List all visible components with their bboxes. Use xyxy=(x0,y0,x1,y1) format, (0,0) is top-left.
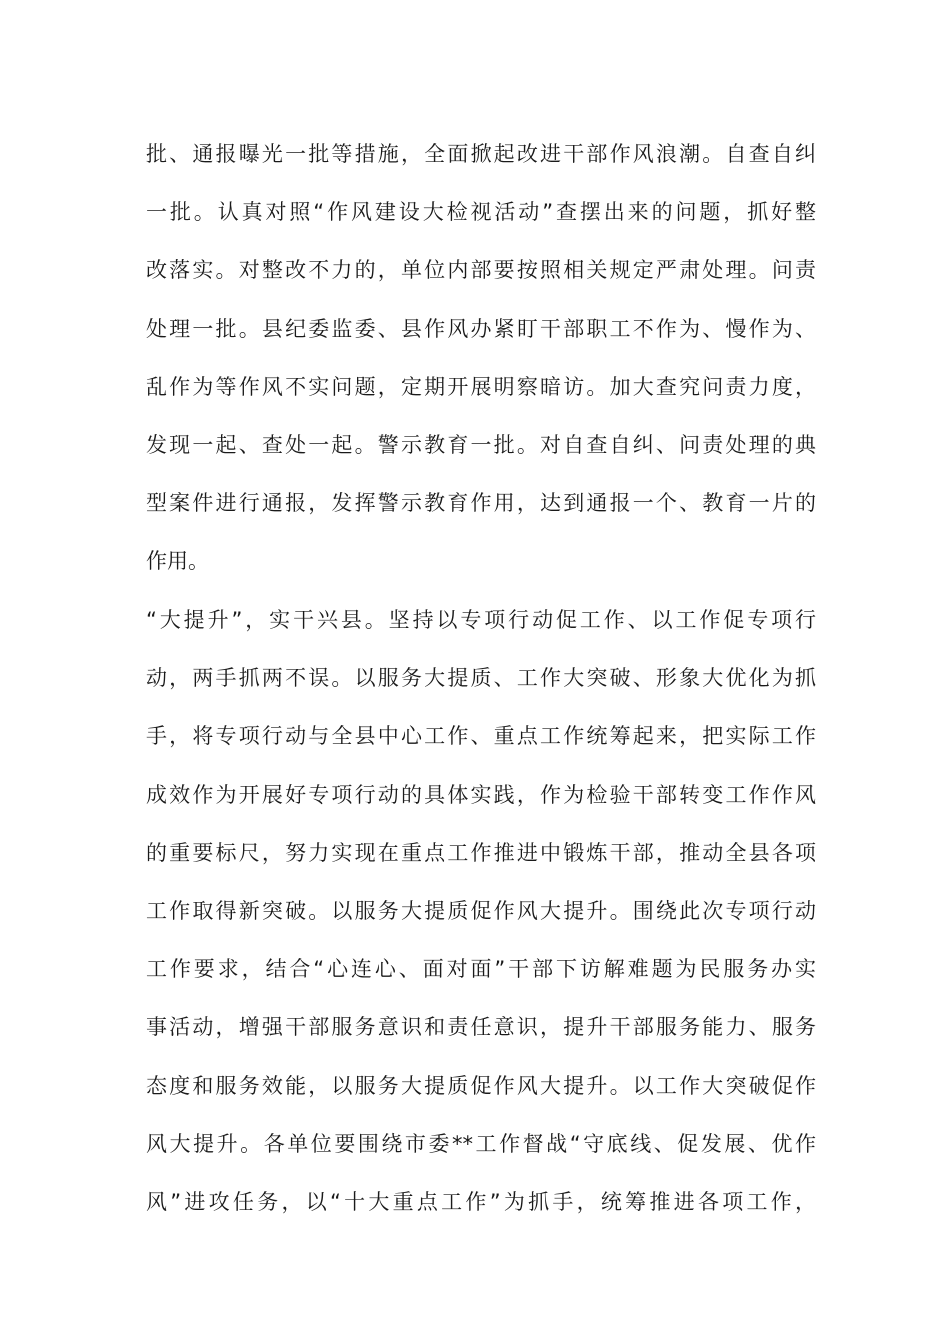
text-line: “大提升”，实干兴县。坚持以专项行动促工作、以工作促专项行 xyxy=(146,608,816,632)
text-line: 风”进攻任务，以“十大重点工作”为抓手，统筹推进各项工作， xyxy=(146,1189,816,1214)
text-line: 事活动，增强干部服务意识和责任意识，提升干部服务能力、服务 xyxy=(146,1015,816,1040)
text-line: 手，将专项行动与全县中心工作、重点工作统筹起来，把实际工作 xyxy=(146,724,816,749)
text-line: 一批。认真对照“作风建设大检视活动”查摆出来的问题，抓好整 xyxy=(146,200,816,225)
text-line: 改落实。对整改不力的，单位内部要按照相关规定严肃处理。问责 xyxy=(146,258,816,283)
body-paragraph xyxy=(146,600,816,1240)
text-line: 工作要求，结合“心连心、面对面”干部下访解难题为民服务办实 xyxy=(146,957,816,982)
text-line: 乱作为等作风不实问题，定期开展明察暗访。加大查究问责力度， xyxy=(146,374,816,399)
text-line: 工作取得新突破。以服务大提质促作风大提升。围绕此次专项行动 xyxy=(146,898,816,923)
text-line: 处理一批。县纪委监委、县作风办紧盯干部职工不作为、慢作为、 xyxy=(146,316,816,341)
text-line: 型案件进行通报，发挥警示教育作用，达到通报一个、教育一片的 xyxy=(146,491,816,516)
text-line: 批、通报曝光一批等措施，全面掀起改进干部作风浪潮。自查自纠 xyxy=(146,142,816,166)
text-line: 动，两手抓两不误。以服务大提质、工作大突破、形象大优化为抓 xyxy=(146,666,816,691)
body-paragraph xyxy=(146,134,816,600)
text-line: 发现一起、查处一起。警示教育一批。对自查自纠、问责处理的典 xyxy=(146,432,816,457)
text-line: 风大提升。各单位要围绕市委**工作督战“守底线、促发展、优作 xyxy=(146,1131,816,1156)
text-line: 的重要标尺，努力实现在重点工作推进中锻炼干部，推动全县各项 xyxy=(146,840,816,865)
text-line: 作用。 xyxy=(146,549,209,574)
text-line: 成效作为开展好专项行动的具体实践，作为检验干部转变工作作风 xyxy=(146,782,816,807)
text-line: 态度和服务效能，以服务大提质促作风大提升。以工作大突破促作 xyxy=(146,1073,816,1098)
